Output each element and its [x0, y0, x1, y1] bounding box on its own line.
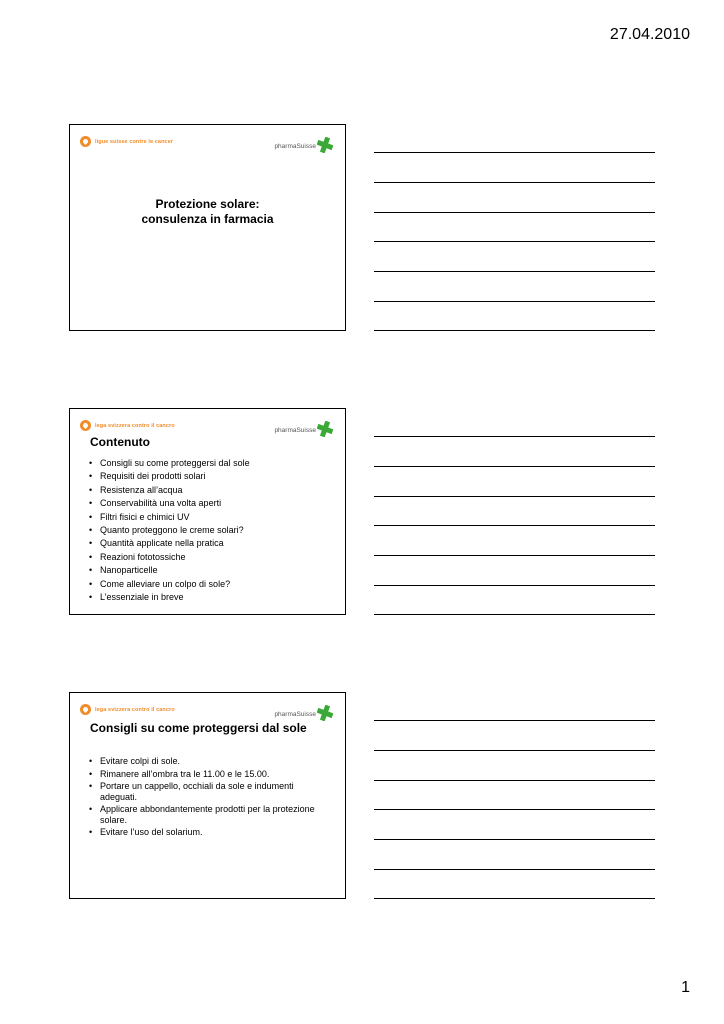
note-line — [374, 301, 655, 302]
pharmasuisse-brand — [274, 417, 333, 437]
list-item: • Evitare colpi di sole. — [88, 756, 323, 767]
list-item: • Evitare l’uso del solarium. — [88, 827, 323, 838]
bullet-list — [88, 458, 250, 605]
note-line — [374, 898, 655, 899]
note-line — [374, 330, 655, 331]
league-name: ligue suisse contre le cancer — [95, 138, 174, 145]
list-item: • L’essenziale in breve — [88, 592, 250, 603]
list-item: • Quanto proteggono le creme solari? — [88, 525, 250, 536]
slide-header — [80, 701, 333, 721]
note-line — [374, 436, 655, 437]
pharmasuisse-name: pharmaSuisse — [274, 711, 316, 718]
slide-title: Contenuto — [90, 435, 150, 449]
note-line — [374, 809, 655, 810]
league-name: lega svizzera contro il cancro — [95, 422, 175, 429]
note-line — [374, 466, 655, 467]
league-brand — [80, 136, 173, 147]
note-line — [374, 750, 655, 751]
pharmasuisse-name: pharmaSuisse — [274, 427, 316, 434]
note-line — [374, 614, 655, 615]
note-line — [374, 212, 655, 213]
note-line — [374, 555, 655, 556]
league-logo-icon — [80, 704, 91, 715]
handout-date: 27.04.2010 — [609, 26, 690, 43]
slide-header — [80, 133, 333, 153]
list-item: • Portare un cappello, occhiali da sole e indumenti adeguati. — [88, 781, 323, 802]
list-item: • Rimanere all’ombra tra le 11.00 e le 15.00. — [88, 769, 323, 780]
list-item: • Come alleviare un colpo di sole? — [88, 579, 250, 590]
note-line — [374, 585, 655, 586]
title-line-1: Protezione solare: — [155, 197, 260, 211]
slide-2 — [69, 408, 346, 615]
list-item: • Resistenza all’acqua — [88, 485, 250, 496]
league-brand — [80, 704, 175, 715]
slide-title — [70, 197, 345, 227]
league-logo-icon — [80, 420, 91, 431]
note-line — [374, 152, 655, 153]
pharmasuisse-name: pharmaSuisse — [274, 143, 316, 150]
note-line — [374, 839, 655, 840]
list-item: • Requisiti dei prodotti solari — [88, 471, 250, 482]
pharmasuisse-brand — [274, 133, 333, 153]
note-line — [374, 271, 655, 272]
note-line — [374, 182, 655, 183]
list-item: • Consigli su come proteggersi dal sole — [88, 458, 250, 469]
pharmasuisse-cross-icon — [317, 137, 333, 153]
slide-1 — [69, 124, 346, 331]
title-line-2: consulenza in farmacia — [141, 212, 274, 226]
slide-header — [80, 417, 333, 437]
note-line — [374, 720, 655, 721]
page-number: 1 — [681, 979, 690, 996]
league-brand — [80, 420, 175, 431]
list-item: • Quantità applicate nella pratica — [88, 538, 250, 549]
league-logo-icon — [80, 136, 91, 147]
list-item: • Reazioni fototossiche — [88, 552, 250, 563]
list-item: • Nanoparticelle — [88, 565, 250, 576]
slide-3 — [69, 692, 346, 899]
bullet-list — [88, 756, 323, 840]
pharmasuisse-brand — [274, 701, 333, 721]
pharmasuisse-cross-icon — [317, 705, 333, 721]
list-item: • Conservabilità una volta aperti — [88, 498, 250, 509]
note-line — [374, 780, 655, 781]
note-line — [374, 241, 655, 242]
pharmasuisse-cross-icon — [317, 421, 333, 437]
list-item: • Applicare abbondantemente prodotti per la protezione solare. — [88, 804, 323, 825]
note-line — [374, 869, 655, 870]
note-line — [374, 525, 655, 526]
league-name: lega svizzera contro il cancro — [95, 706, 175, 713]
note-line — [374, 496, 655, 497]
list-item: • Filtri fisici e chimici UV — [88, 512, 250, 523]
slide-title: Consigli su come proteggersi dal sole — [90, 721, 307, 735]
